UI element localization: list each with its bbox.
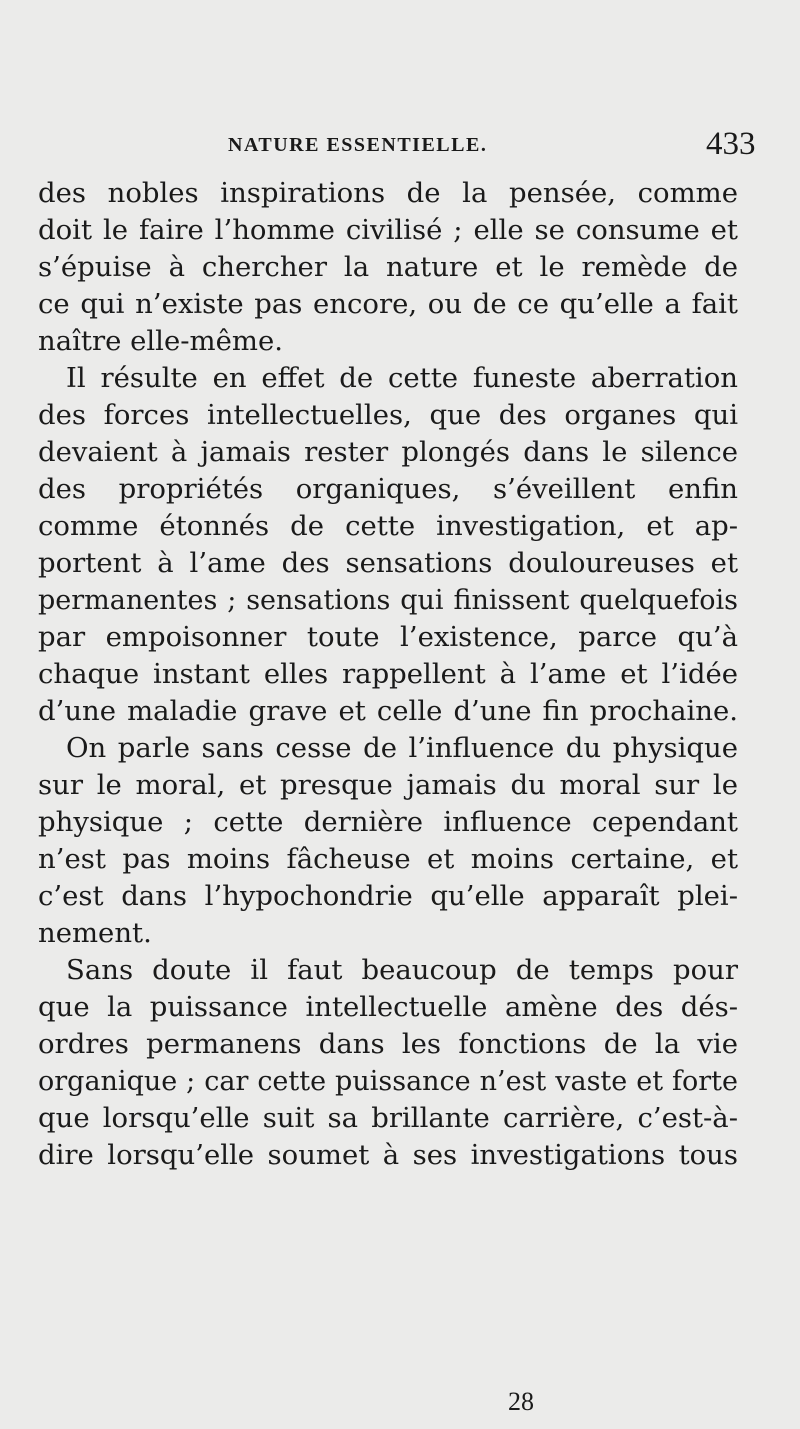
- text-line: que la puissance intellectuelle amène des dés-: [38, 991, 738, 1023]
- text-line: des propriétés organiques, s’éveillent enfin: [38, 473, 738, 505]
- text-line: comme étonnés de cette investigation, et ap-: [38, 510, 738, 542]
- text-line: naître elle-même.: [38, 325, 283, 357]
- text-line: permanentes ; sensations qui finissent quelquefois: [38, 585, 738, 616]
- page-header: [0, 128, 800, 168]
- running-title: NATURE ESSENTIELLE.: [228, 134, 488, 156]
- text-line: des nobles inspirations de la pensée, comme: [38, 177, 738, 209]
- text-line: par empoisonner toute l’existence, parce qu’à: [38, 621, 738, 653]
- text-line: organique ; car cette puissance n’est vaste et forte: [38, 1066, 738, 1097]
- page-number: 433: [706, 126, 756, 162]
- text-line: doit le faire l’homme civilisé ; elle se consume et: [38, 214, 738, 246]
- signature-mark: 28: [508, 1387, 534, 1416]
- text-line: n’est pas moins fâcheuse et moins certaine, et: [38, 843, 738, 875]
- text-line: chaque instant elles rappellent à l’ame et l’idée: [38, 658, 738, 690]
- text-line: s’épuise à chercher la nature et le remède de: [38, 251, 738, 283]
- text-line: ce qui n’existe pas encore, ou de ce qu’elle a fait: [38, 288, 738, 320]
- text-line: ordres permanens dans les fonctions de la vie: [38, 1028, 738, 1060]
- text-line: On parle sans cesse de l’influence du physique: [66, 732, 738, 764]
- text-line: c’est dans l’hypochondrie qu’elle apparaît plei-: [38, 880, 738, 912]
- text-line: Il résulte en effet de cette funeste aberration: [66, 362, 738, 394]
- text-line: portent à l’ame des sensations douloureuses et: [38, 547, 738, 579]
- text-line: des forces intellectuelles, que des organes qui: [38, 399, 738, 431]
- text-line: physique ; cette dernière influence cependant: [38, 806, 738, 838]
- text-line: d’une maladie grave et celle d’une fin prochaine.: [38, 695, 738, 727]
- text-line: Sans doute il faut beaucoup de temps pour: [66, 954, 738, 986]
- text-line: dire lorsqu’elle soumet à ses investigations tous: [38, 1139, 738, 1171]
- text-line: nement.: [38, 917, 152, 949]
- text-line: sur le moral, et presque jamais du moral sur le: [38, 769, 738, 801]
- text-line: que lorsqu’elle suit sa brillante carrière, c’est-à-: [38, 1102, 738, 1134]
- text-line: devaient à jamais rester plongés dans le silence: [38, 436, 738, 468]
